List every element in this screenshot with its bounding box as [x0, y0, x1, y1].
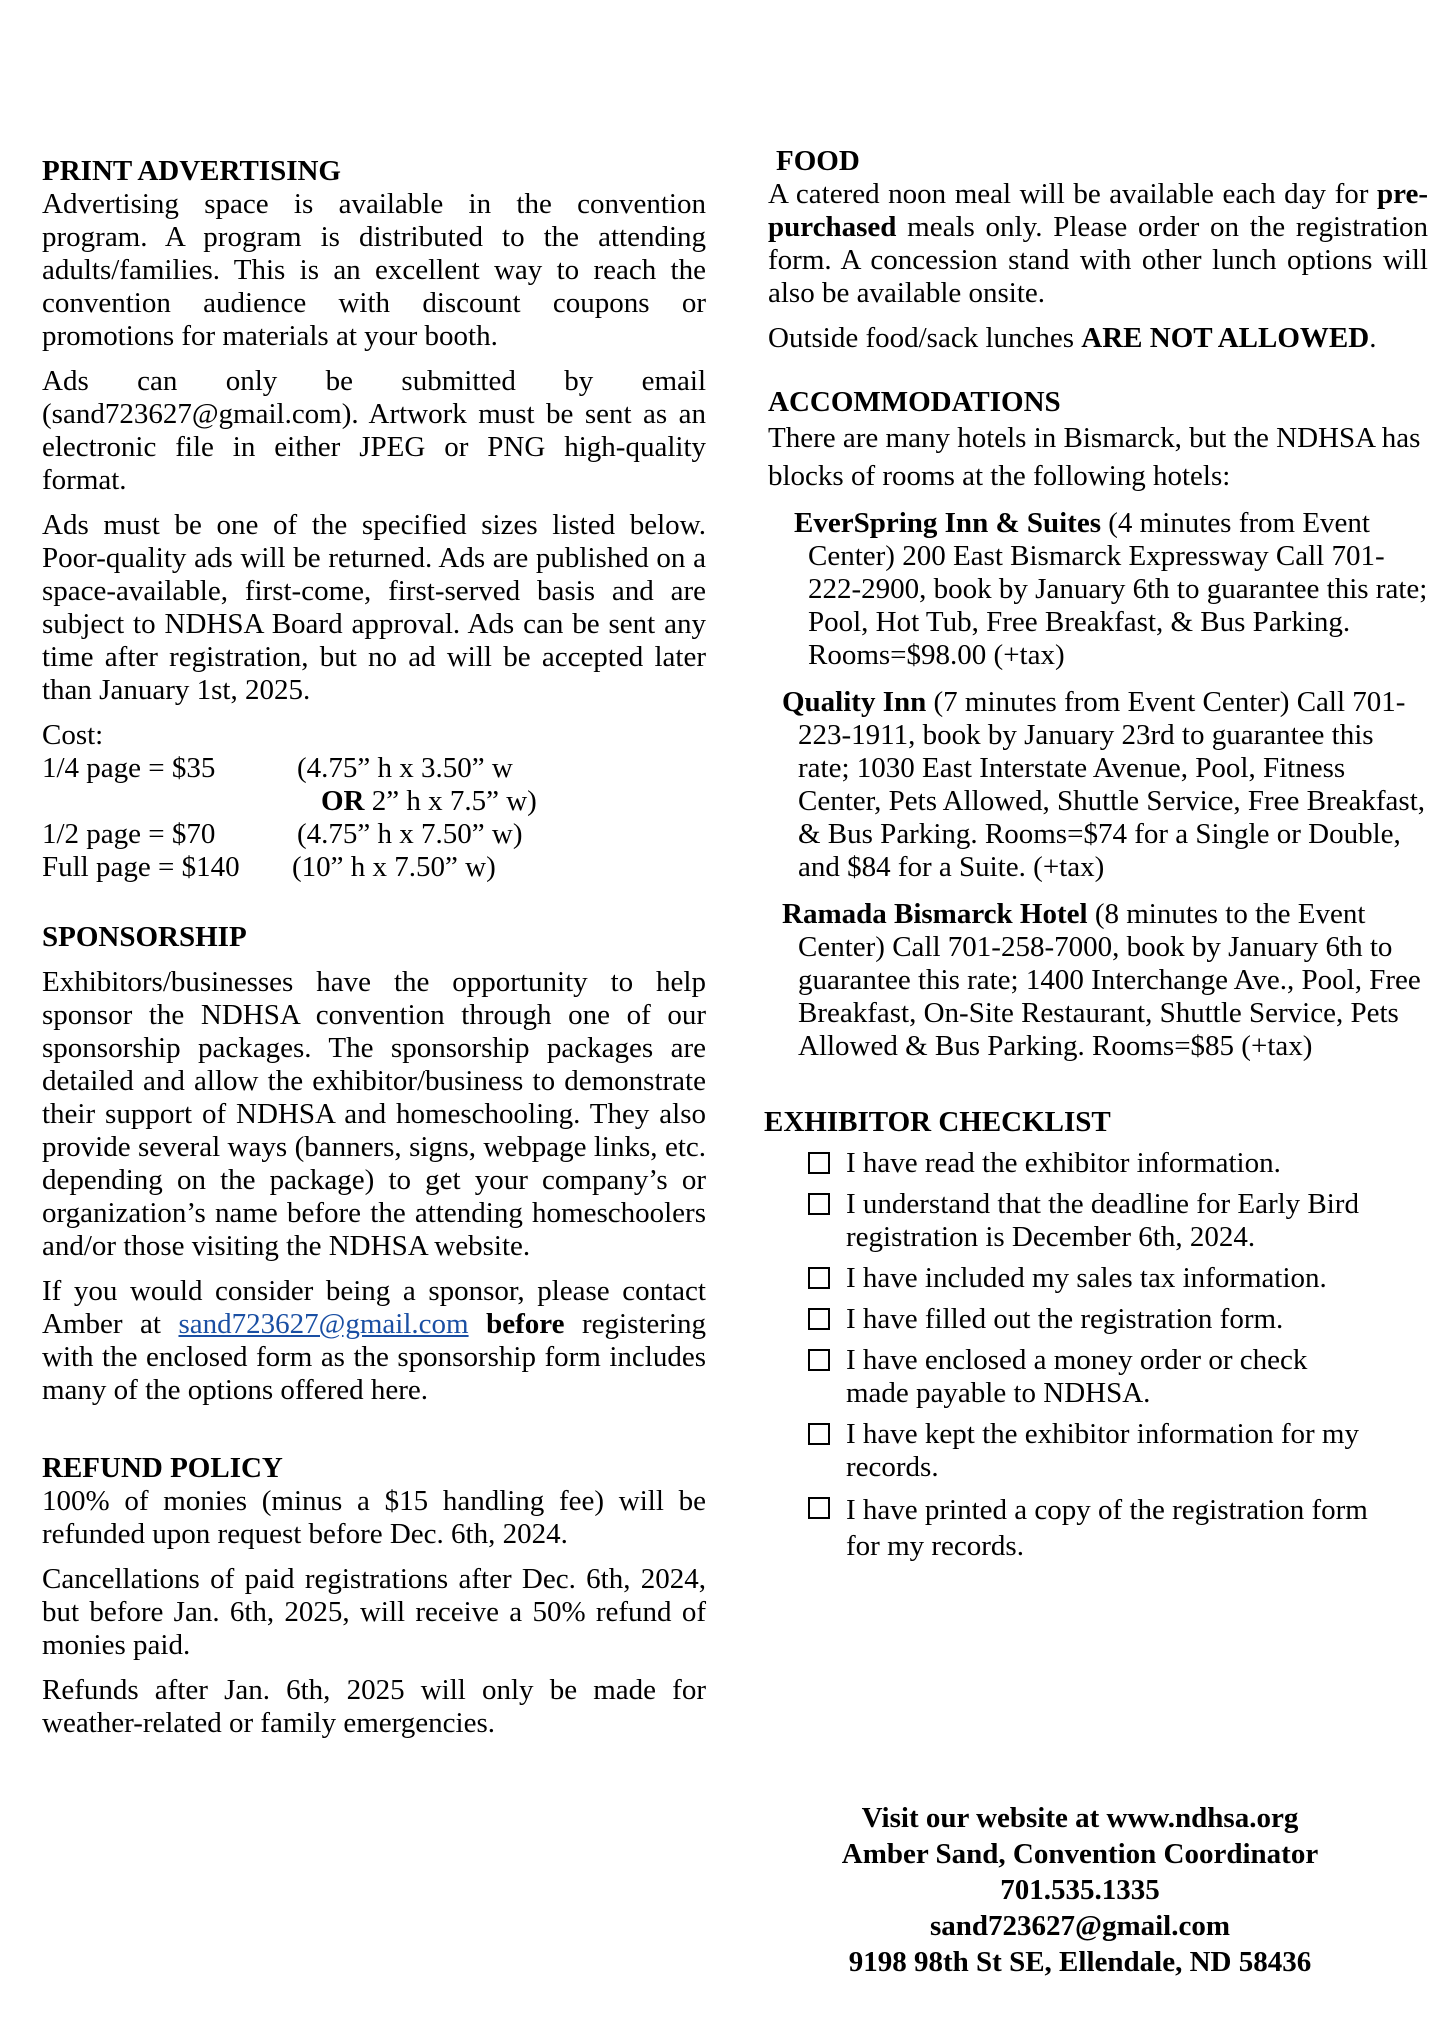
checklist-item-label: I have filled out the registration form. [846, 1303, 1284, 1335]
refund-paragraph-2: Cancellations of paid registrations after Dec. 6th, 2024, but before Jan. 6th, 2025, will receive a 50% refund of monies paid. [42, 1563, 706, 1661]
cost-size: (4.75” h x 7.50” w) [297, 818, 523, 850]
hotel-details: (8 minutes to the Event Center) Call 701-258-7000, book by January 6th to guarantee this rate; 1400 Interchange Ave., Pool, Free Breakfast, On-Site Restaurant, Shuttle Service, Pets Allowed & Bus Parking. Rooms=$85 (+tax) [798, 898, 1421, 1062]
checklist-item [768, 1262, 1428, 1295]
print-advertising-heading: PRINT ADVERTISING [42, 155, 341, 187]
checkbox[interactable] [808, 1497, 830, 1519]
checklist-item [768, 1303, 1428, 1336]
sponsorship-paragraph-1: Exhibitors/businesses have the opportunity to help sponsor the NDHSA convention through one of our sponsorship packages. The sponsorship packages are detailed and allow the exhibitor/business to demonstrate their support of NDHSA and homeschooling. They also provide several ways (banners, signs, webpage links, etc. depending on the package) to get your company’s or organization’s name before the attending homeschoolers and/or those visiting the NDHSA website. [42, 966, 706, 1262]
exhibitor-checklist-heading: EXHIBITOR CHECKLIST [764, 1106, 1111, 1138]
email-line: sand723627@gmail.com [929, 1910, 1231, 1942]
checkbox[interactable] [808, 1152, 830, 1174]
food-text: A catered noon meal will be available each day for [768, 178, 1377, 210]
address-line: 9198 98th St SE, Ellendale, ND 58436 [848, 1946, 1312, 1978]
checklist-item-label: I understand that the deadline for Early Bird registration is December 6th, 2024. [846, 1188, 1359, 1253]
cost-size: (4.75” h x 3.50” w [297, 752, 513, 784]
left-column [42, 154, 706, 1740]
print-paragraph-1: Advertising space is available in the convention program. A program is distributed to the attending adults/families. This is an excellent way to reach the convention audience with discount coupons or promotions for materials at your booth. [42, 188, 706, 352]
hotel-entry [768, 898, 1428, 1063]
checkbox[interactable] [808, 1349, 830, 1371]
hotel-details: (4 minutes from Event Center) 200 East Bismarck Expressway Call 701-222-2900, book by January 6th to guarantee this rate; Pool, Hot Tub, Free Breakfast, & Bus Parking. Rooms=$98.00 (+tax) [808, 507, 1428, 671]
cost-row [42, 818, 706, 851]
cost-row [42, 752, 706, 785]
checklist-item [768, 1492, 1428, 1564]
cost-or: OR [321, 785, 365, 817]
cost-size [297, 785, 537, 818]
sponsorship-heading: SPONSORSHIP [42, 921, 247, 953]
cost-row [42, 785, 706, 818]
checklist-item-label: I have read the exhibitor information. [846, 1147, 1281, 1179]
before-emphasis: before [486, 1308, 565, 1340]
refund-paragraph-3: Refunds after Jan. 6th, 2025 will only be made for weather-related or family emergencies. [42, 1674, 706, 1739]
website-line: Visit our website at www.ndhsa.org [861, 1802, 1299, 1834]
checkbox[interactable] [808, 1308, 830, 1330]
checklist-item [768, 1418, 1428, 1484]
refund-policy-heading: REFUND POLICY [42, 1452, 283, 1484]
cost-size: (10” h x 7.50” w) [292, 851, 496, 883]
food-paragraph-2 [768, 322, 1428, 355]
hotel-name: Quality Inn [782, 686, 927, 718]
food-text-end: meals only. Please order on the registration form. A concession stand with other lunch options will also be available onsite. [768, 211, 1428, 309]
cost-size-alt: 2” h x 7.5” w) [364, 785, 537, 817]
checklist-item [768, 1344, 1428, 1410]
pre-purchased-emphasis: pre-purchased [768, 178, 1428, 243]
hotel-entry [768, 507, 1428, 672]
print-paragraph-2: Ads can only be submitted by email (sand723627@gmail.com). Artwork must be sent as an electronic file in either JPEG or PNG high-quality format. [42, 365, 706, 496]
checklist-item [768, 1188, 1428, 1254]
cost-price: 1/4 page = $35 [42, 752, 216, 784]
cost-price: Full page = $140 [42, 851, 240, 883]
checkbox[interactable] [808, 1193, 830, 1215]
hotel-name: Ramada Bismarck Hotel [782, 898, 1088, 930]
hotel-details: (7 minutes from Event Center) Call 701-223-1911, book by January 23rd to guarantee this rate; 1030 East Interstate Avenue, Pool, Fitness Center, Pets Allowed, Shuttle Service, Free Breakfast, & Bus Parking. Rooms=$74 for a Single or Double, and $84 for a Suite. (+tax) [798, 686, 1426, 883]
print-paragraph-3: Ads must be one of the specified sizes listed below. Poor-quality ads will be returned. Ads are published on a space-available, first-come, first-served basis and are subject to NDHSA Board approval. Ads can be sent any time after registration, but no ad will be accepted later than January 1st, 2025. [42, 509, 706, 706]
checklist-item-label: I have printed a copy of the registration form for my records. [846, 1494, 1368, 1562]
sponsorship-paragraph-2 [42, 1275, 706, 1407]
food-heading: FOOD [776, 145, 860, 177]
sponsorship-text: If you would consider being a sponsor, please contact Amber at [42, 1275, 706, 1340]
cost-label: Cost: [42, 719, 104, 751]
cost-price [42, 785, 297, 818]
checklist-item-label: I have included my sales tax information. [846, 1262, 1327, 1294]
phone-line: 701.535.1335 [1000, 1874, 1160, 1906]
checkbox[interactable] [808, 1267, 830, 1289]
cost-price: 1/2 page = $70 [42, 818, 216, 850]
sponsorship-text-end: registering with the enclosed form as the sponsorship form includes many of the options offered here. [42, 1308, 707, 1406]
not-allowed-emphasis: ARE NOT ALLOWED [1081, 322, 1370, 354]
coordinator-line: Amber Sand, Convention Coordinator [841, 1838, 1319, 1870]
email-link[interactable]: sand723627@gmail.com [178, 1308, 469, 1340]
refund-paragraph-1: 100% of monies (minus a $15 handling fee) will be refunded upon request before Dec. 6th, 2024. [42, 1485, 706, 1550]
checklist-item-label: I have kept the exhibitor information for my records. [846, 1418, 1359, 1483]
hotel-name: EverSpring Inn & Suites [794, 507, 1101, 539]
hotel-entry [768, 686, 1428, 884]
accommodations-heading: ACCOMMODATIONS [768, 386, 1061, 418]
checklist-item [768, 1147, 1428, 1180]
accommodations-intro: There are many hotels in Bismarck, but the NDHSA has blocks of rooms at the following hotels: [768, 422, 1421, 492]
food-note: Outside food/sack lunches [768, 322, 1082, 354]
food-paragraph-1 [768, 178, 1428, 310]
right-column [764, 144, 1428, 1564]
checkbox[interactable] [808, 1423, 830, 1445]
contact-footer [780, 1800, 1380, 1980]
checklist-item-label: I have enclosed a money order or check made payable to NDHSA. [846, 1344, 1308, 1409]
food-note-end: . [1369, 322, 1377, 354]
cost-row [42, 851, 706, 884]
